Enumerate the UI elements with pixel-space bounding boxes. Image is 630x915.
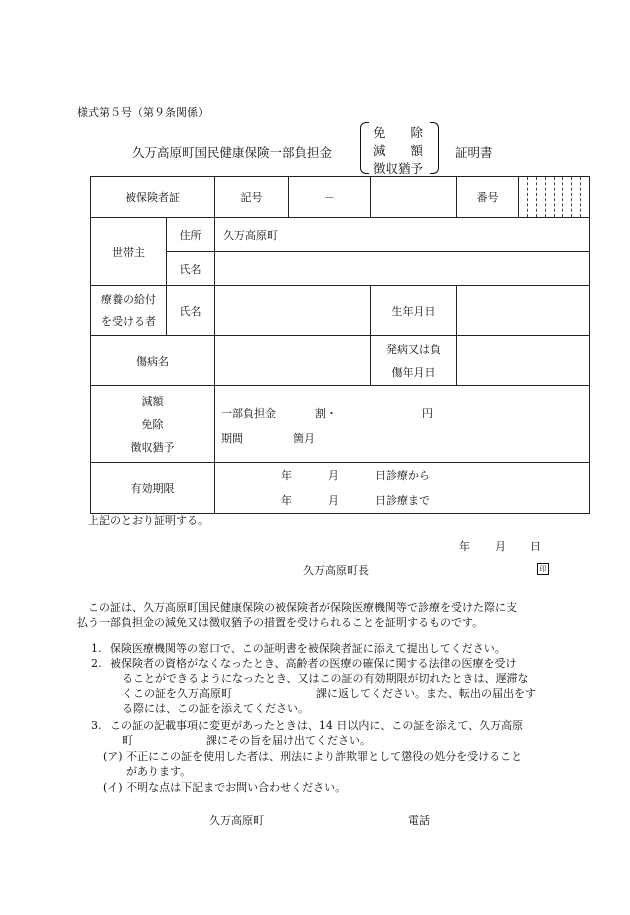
recipient-name-field[interactable]: [215, 286, 371, 336]
footer-phone: 電話: [408, 814, 430, 827]
birthdate-label: 生年月日: [371, 286, 457, 336]
issue-date-month: 月: [495, 540, 506, 553]
symbol-field[interactable]: －: [289, 177, 371, 218]
number-label: 番号: [457, 177, 519, 218]
note3-line2a: 町: [122, 734, 133, 747]
footer-town: 久万高原町: [209, 814, 264, 827]
validity-label: 有効期限: [91, 463, 215, 514]
note2-number: 2.: [91, 657, 102, 670]
symbol-value-field[interactable]: [371, 177, 457, 218]
issue-date-day: 日: [530, 540, 541, 553]
validity-to-year: 年: [281, 494, 292, 507]
period-label: 期間: [221, 432, 243, 445]
number-digit-boxes: [519, 177, 589, 217]
title-option-reduction: 減 額: [373, 143, 424, 158]
householder-name-field[interactable]: [215, 252, 590, 286]
validity-from-year: 年: [281, 469, 292, 482]
measure-label: [91, 386, 215, 463]
note3-line2b: 課にその旨を届け出てください。: [206, 734, 371, 747]
note3-line1: この証の記載事項に変更があったときは、14 日以内に、この証を添えて、久万高原: [110, 719, 524, 732]
title-option-deferral: 徴収猶予: [373, 161, 424, 176]
title-option-exemption: 免 除: [373, 125, 424, 140]
onset-date-label: [371, 336, 457, 386]
householder-label: 世帯主: [91, 218, 167, 286]
period-months-unit: 箇月: [293, 432, 315, 445]
copay-yen-unit: 円: [422, 407, 433, 420]
validity-from-month: 月: [328, 469, 339, 482]
right-bracket: [430, 122, 439, 174]
measure-label-reduction: 減額: [141, 394, 164, 408]
validity-to-month: 月: [328, 494, 339, 507]
measure-label-exemption: 免除: [141, 417, 164, 431]
measure-label-deferral: 徴収猶予: [130, 440, 175, 454]
note2-line4: る際には、この証を添えてください。: [122, 702, 309, 715]
intro-line2: 払う一部負担金の減免又は徴収猶予の措置を受けられることを証明するものです。: [77, 616, 484, 629]
birthdate-field[interactable]: [457, 286, 590, 336]
seal-mark: 印: [537, 563, 549, 575]
certificate-table: [90, 176, 590, 514]
issue-date-year: 年: [459, 540, 470, 553]
note-a-line1: (ア) 不正にこの証を使用した者は、刑法により詐欺罪として懲役の処分を受けること: [103, 750, 523, 763]
copay-label: 一部負担金: [221, 407, 276, 420]
measure-field[interactable]: [215, 386, 590, 463]
recipient-name-label: 氏名: [167, 286, 215, 336]
copay-rate-unit: 割・: [315, 407, 337, 420]
recipient-label-line1: 療養の給付: [101, 292, 156, 306]
left-bracket: [360, 122, 369, 174]
form-title-suffix: 証明書: [455, 145, 493, 160]
form-title-prefix: 久万高原町国民健康保険一部負担金: [132, 145, 333, 160]
onset-date-field[interactable]: [457, 336, 590, 386]
note2-line3a: くこの証を久万高原町: [122, 687, 232, 700]
address-label: 住所: [167, 218, 215, 252]
certify-text: 上記のとおり証明する。: [88, 514, 209, 527]
intro-line1: この証は、久万高原町国民健康保険の被保険者が保険医療機関等で診療を受けた際に支: [88, 601, 517, 614]
note2-line3b: 課に返してください。また、転出の届出をす: [316, 687, 536, 700]
recipient-label: [91, 286, 167, 336]
householder-name-label: 氏名: [167, 252, 215, 286]
recipient-label-line2: を受ける者: [101, 314, 156, 328]
disease-field[interactable]: [215, 336, 371, 386]
onset-label-line2: 傷年月日: [391, 365, 436, 379]
validity-to-text: 日診療まで: [375, 494, 430, 507]
address-field[interactable]: 久万高原町: [215, 218, 590, 252]
validity-from-text: 日診療から: [375, 469, 430, 482]
note2-line1: 被保険者の資格がなくなったとき、高齢者の医療の確保に関する法律の医療を受け: [110, 657, 517, 670]
note-b-line1: (イ) 不明な点は下記までお問い合わせください。: [103, 781, 347, 794]
note-a-line2: があります。: [126, 765, 192, 778]
number-field[interactable]: [519, 177, 590, 218]
note1-line1: 保険医療機関等の窓口で、この証明書を被保険者証に添えて提出してください。: [110, 642, 506, 655]
note3-number: 3.: [91, 719, 102, 732]
note1-number: 1.: [91, 642, 102, 655]
symbol-label: 記号: [215, 177, 289, 218]
disease-label: 傷病名: [91, 336, 215, 386]
onset-label-line1: 発病又は負: [386, 342, 441, 356]
note2-line2: ることができるようになったとき、又はこの証の有効期限が切れたときは、遅滞な: [122, 672, 529, 685]
form-number: 様式第５号（第９条関係）: [77, 106, 209, 119]
insured-card-label: 被保険者証: [91, 177, 215, 218]
issuer-name: 久万高原町長: [303, 564, 369, 577]
validity-field[interactable]: [215, 463, 590, 514]
